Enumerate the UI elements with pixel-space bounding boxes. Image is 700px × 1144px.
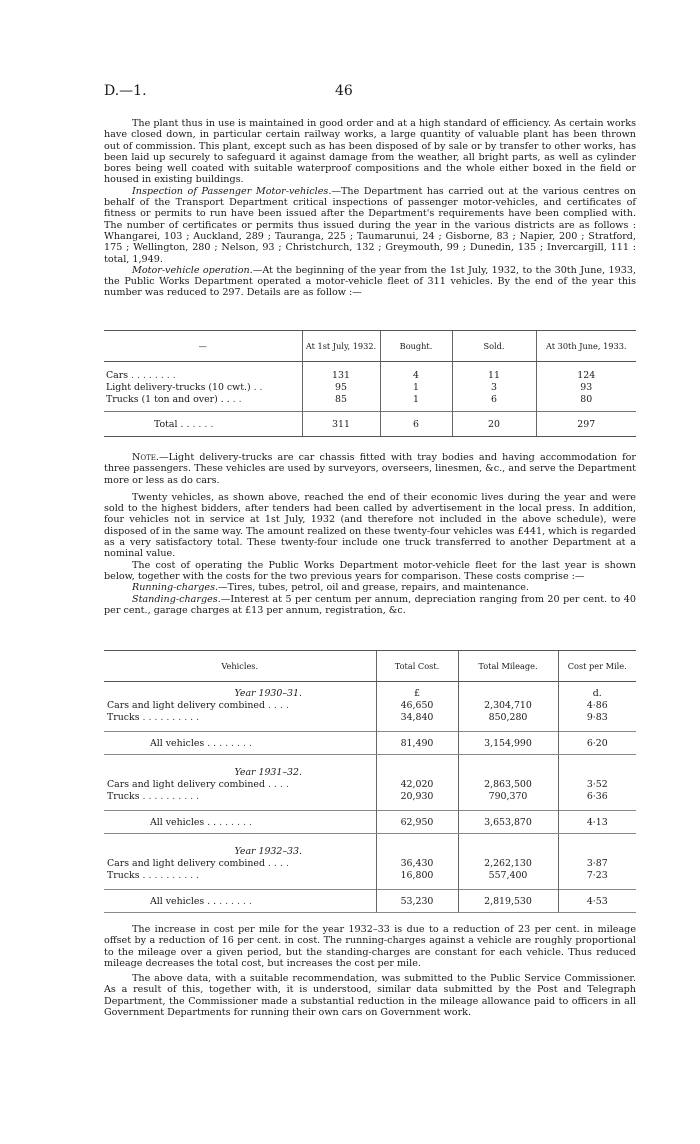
- cell-sold: 3: [452, 382, 536, 394]
- paragraph-twenty-vehicles: Twenty vehicles, as shown above, reached the end of their economic lives during the year and were sold to the highest bidders, after tenders had been called by advertisement in the local press. In addition, four vehicles not in service at 1st July, 1932 (and therefore not included in the above schedule), were disposed of in the same way. The amount realized on these twenty-four vehicles was £441, which is regarded as a very satisfactory total. These twenty-four include one truck transferred to another Department at a nominal value.: [104, 491, 636, 560]
- table-row: [104, 791, 636, 803]
- motor-vehicle-text: —At the beginning of the year from the 1st July, 1932, to the 30th June, 1933, the Public Works Department operated a motor-vehicle fleet of 311 vehicles. By the end of the year this number was reduced to 297. Details are as follow :—: [104, 264, 637, 299]
- total-label: Total . .: [154, 418, 190, 430]
- cost-table: [104, 650, 636, 913]
- cell-mileage: 2,304,710: [458, 700, 558, 712]
- row-label: Cars: [106, 370, 129, 381]
- cell-cost: 34,840: [376, 712, 458, 724]
- subtotal-row: [104, 890, 636, 913]
- cost-unit: £: [376, 688, 458, 700]
- cost-header-vehicles: Vehicles.: [104, 651, 376, 682]
- cell-per-mile: 7·23: [558, 870, 636, 882]
- fleet-table-header: [104, 331, 636, 362]
- leader-dots: . . . . . . . . . .: [142, 791, 200, 802]
- year-row: [104, 846, 636, 858]
- fleet-header-label: —: [104, 331, 302, 362]
- total-end: 297: [536, 412, 636, 437]
- fleet-header-bought: Bought.: [380, 331, 452, 362]
- paragraph-motor-vehicle: [104, 265, 636, 299]
- cell-mileage: 2,819,530: [458, 890, 558, 913]
- subtotal-row: [104, 732, 636, 755]
- leader-dots: . . . . . . . . . .: [142, 712, 200, 723]
- cost-header-mileage: Total Mileage.: [458, 651, 558, 682]
- leader-dots: . . . .: [192, 418, 214, 430]
- paragraph-commissioner: The above data, with a suitable recommendation, was submitted to the Public Service Commissioner. As a result of this, together with, it is understood, similar data submitted by the Post and Telegraph Department, the Commissioner made a substantial reduction in the mileage allowance paid to officers in all Government Departments for running their own cars on Government work.: [104, 973, 636, 1019]
- paragraph-running: [104, 582, 636, 593]
- total-bought: 6: [380, 412, 452, 437]
- cell-per-mile: 9·83: [558, 712, 636, 724]
- cell-bought: 1: [380, 394, 452, 406]
- table-row: [104, 370, 636, 382]
- fleet-header-start: At 1st July, 1932.: [302, 331, 380, 362]
- table-row: [104, 858, 636, 870]
- cell-cost: 62,950: [376, 811, 458, 834]
- cell-bought: 1: [380, 382, 452, 394]
- cell-mileage: 790,370: [458, 791, 558, 803]
- cell-end: 124: [536, 370, 636, 382]
- cell-per-mile: 4·13: [558, 811, 636, 834]
- intro-section: [104, 118, 636, 299]
- cell-bought: 4: [380, 370, 452, 382]
- row-label: Cars and light delivery combined: [107, 700, 265, 711]
- middle-section: [104, 452, 636, 616]
- row-label: All vehicles . .: [150, 895, 217, 907]
- table-row: [104, 779, 636, 791]
- row-label: Trucks: [107, 791, 140, 802]
- cell-per-mile: 4·53: [558, 890, 636, 913]
- year-label: Year 1930–31.: [234, 688, 302, 699]
- inspection-text: —The Department has carried out at the various centres on behalf of the Transport Department critical inspections of passenger motor-vehicles, and certificates of fitness or permits to run have been issued after the Department's requirements have been complied with. The number of certificates or permits thus issued during the year in the various districts are as follows : Whangarei, 103 ; Auckland, 289 ; Tauranga, 225 ; Taumarunui, 24 ; Gisborne, 83 ; Napier, 200 ; Stratford, 175 ; Wellington, 280 ; Nelson, 93 ; Christchurch, 132 ; Greymouth, 99 ; Dunedin, 135 ; Invercargill, 111 : total, 1,949.: [104, 185, 636, 265]
- paragraph-inspection: [104, 186, 636, 265]
- leader-dots: . . . . . . . .: [131, 370, 176, 381]
- paragraph-standing: [104, 594, 636, 617]
- year-row: [104, 688, 636, 700]
- leader-dots: . . . .: [267, 779, 289, 790]
- paragraph-cost-intro: The cost of operating the Public Works Department motor-vehicle fleet for the last year is shown below, together with the costs for the two previous years for comparison. These costs comprise :—: [104, 559, 636, 582]
- cell-cost: 53,230: [376, 890, 458, 913]
- cell-cost: 46,650: [376, 700, 458, 712]
- table-row: [104, 394, 636, 406]
- cell-per-mile: 6·20: [558, 732, 636, 755]
- page-number: 46: [335, 83, 353, 99]
- cell-mileage: 850,280: [458, 712, 558, 724]
- cell-cost: 81,490: [376, 732, 458, 755]
- year-label: Year 1932–33.: [234, 846, 302, 857]
- table-row: [104, 712, 636, 724]
- cell-mileage: 557,400: [458, 870, 558, 882]
- cell-per-mile: 4·86: [558, 700, 636, 712]
- cell-sold: 11: [452, 370, 536, 382]
- cost-header-total-cost: Total Cost.: [376, 651, 458, 682]
- cost-table-header: [104, 651, 636, 682]
- cell-per-mile: 3·87: [558, 858, 636, 870]
- standing-text: —Interest at 5 per centum per annum, depreciation ranging from 20 per cent. to 40 per cent., garage charges at £13 per annum, registration, &c.: [104, 593, 636, 616]
- paragraph-increase: The increase in cost per mile for the year 1932–33 is due to a reduction of 23 per cent. in mileage offset by a reduction of 16 per cent. in cost. The running-charges against a vehicle are roughly proportional to the mileage over a given period, but the standing-charges are constant for each vehicle. Thus reduced mileage decreases the total cost, but increases the cost per mile.: [104, 924, 636, 969]
- cell-per-mile: 6·36: [558, 791, 636, 803]
- leader-dots: . .: [253, 382, 263, 393]
- cell-mileage: 2,863,500: [458, 779, 558, 791]
- cell-start: 95: [302, 382, 380, 394]
- table-row: [104, 700, 636, 712]
- cost-header-per-mile: Cost per Mile.: [558, 651, 636, 682]
- row-label: Cars and light delivery combined: [107, 858, 265, 869]
- total-sold: 20: [452, 412, 536, 437]
- leader-dots: . .: [232, 394, 242, 405]
- table-row: [104, 870, 636, 882]
- cell-sold: 6: [452, 394, 536, 406]
- cell-per-mile: 3·52: [558, 779, 636, 791]
- table-row: [104, 382, 636, 394]
- row-label: Cars and light delivery combined: [107, 779, 265, 790]
- fleet-header-end: At 30th June, 1933.: [536, 331, 636, 362]
- row-label: All vehicles . .: [150, 737, 217, 749]
- motor-vehicle-heading: Motor-vehicle operation.: [132, 264, 253, 276]
- per-mile-unit: d.: [558, 688, 636, 700]
- fleet-table: [104, 330, 636, 437]
- cell-end: 93: [536, 382, 636, 394]
- cell-cost: 42,020: [376, 779, 458, 791]
- row-label: Trucks (1 ton and over) . .: [106, 394, 230, 405]
- year-label: Year 1931–32.: [234, 767, 302, 778]
- leader-dots: . . . . . .: [219, 816, 252, 828]
- cell-cost: 20,930: [376, 791, 458, 803]
- leader-dots: . . . .: [267, 858, 289, 869]
- cell-mileage: 3,154,990: [458, 732, 558, 755]
- cell-start: 131: [302, 370, 380, 382]
- cell-start: 85: [302, 394, 380, 406]
- cell-mileage: 2,262,130: [458, 858, 558, 870]
- cell-end: 80: [536, 394, 636, 406]
- standing-heading: Standing-charges.: [132, 593, 221, 605]
- year-row: [104, 767, 636, 779]
- running-text: —Tires, tubes, petrol, oil and grease, repairs, and maintenance.: [218, 582, 530, 594]
- paragraph-plant: The plant thus in use is maintained in good order and at a high standard of efficiency. As certain works have closed down, in particular certain railway works, a large quantity of valuable plant has been thrown out of commission. This plant, except such as has been disposed of by sale or by transfer to other works, has been laid up securely to safeguard it against damage from the weather, all bright parts, as well as cylinder bores being well coated with suitable waterproof compositions and the whole either boxed in the field or housed in existing buildings.: [104, 118, 636, 186]
- row-label: Trucks: [107, 870, 140, 881]
- note-text: —Light delivery-trucks are car chassis fitted with tray bodies and having accommodation for three passengers. These vehicles are used by surveyors, overseers, linesmen, &c., and serve the Department more or less as do cars.: [104, 452, 636, 486]
- note-heading: Note.: [132, 452, 159, 463]
- cell-cost: 36,430: [376, 858, 458, 870]
- total-start: 311: [302, 412, 380, 437]
- fleet-header-sold: Sold.: [452, 331, 536, 362]
- fleet-total-row: [104, 412, 636, 437]
- row-label: All vehicles . .: [150, 816, 217, 828]
- leader-dots: . . . . . . . . . .: [142, 870, 200, 881]
- subtotal-row: [104, 811, 636, 834]
- cell-cost: 16,800: [376, 870, 458, 882]
- inspection-heading: Inspection of Passenger Motor-vehicles.: [132, 185, 332, 197]
- leader-dots: . . . . . .: [219, 737, 252, 749]
- document-reference: D.—1.: [104, 83, 147, 99]
- running-heading: Running-charges.: [132, 582, 219, 594]
- closing-section: [104, 924, 636, 1018]
- leader-dots: . . . . . .: [219, 895, 252, 907]
- paragraph-note: [104, 452, 636, 486]
- leader-dots: . . . .: [267, 700, 289, 711]
- row-label: Light delivery-trucks (10 cwt.): [106, 382, 251, 393]
- row-label: Trucks: [107, 712, 140, 723]
- cell-mileage: 3,653,870: [458, 811, 558, 834]
